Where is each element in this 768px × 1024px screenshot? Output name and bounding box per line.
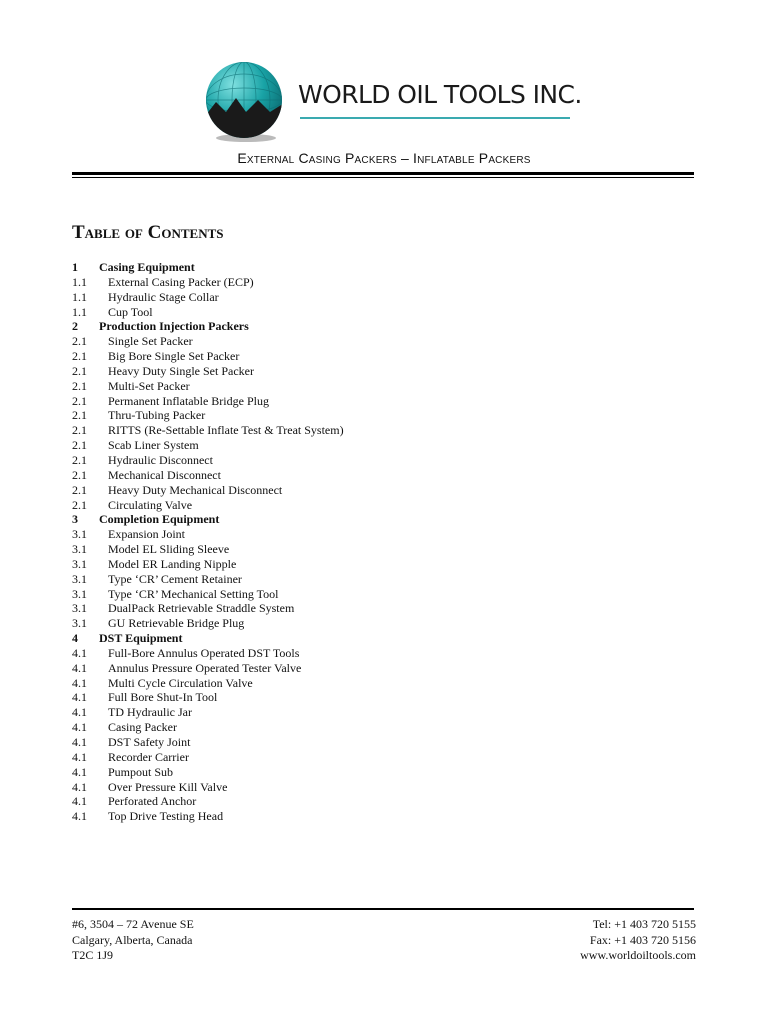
toc-label: DST Equipment xyxy=(99,631,183,646)
toc-label: Casing Packer xyxy=(108,720,177,735)
toc-label: GU Retrievable Bridge Plug xyxy=(108,616,245,631)
toc-item-row[interactable] xyxy=(72,601,672,616)
address-line-1: #6, 3504 – 72 Avenue SE xyxy=(72,917,194,931)
toc-item-row[interactable] xyxy=(72,750,672,765)
toc-label: TD Hydraulic Jar xyxy=(108,705,192,720)
toc-item-row[interactable] xyxy=(72,453,672,468)
toc-number: 4.1 xyxy=(72,764,87,779)
toc-number: 2.1 xyxy=(72,452,87,467)
toc-item-row[interactable] xyxy=(72,527,672,542)
toc-number: 3.1 xyxy=(72,571,87,586)
footer-rule xyxy=(72,908,694,910)
toc-item-row[interactable] xyxy=(72,735,672,750)
toc-label: Hydraulic Stage Collar xyxy=(108,289,219,304)
toc-number: 4.1 xyxy=(72,720,87,735)
toc-item-row[interactable] xyxy=(72,661,672,676)
toc-item-row[interactable] xyxy=(72,379,672,394)
toc-section-row[interactable] xyxy=(72,512,672,527)
toc-label: Pumpout Sub xyxy=(108,764,174,779)
toc-item-row[interactable] xyxy=(72,394,672,409)
toc-item-row[interactable] xyxy=(72,572,672,587)
toc-number: 2.1 xyxy=(72,363,87,378)
toc-item-row[interactable] xyxy=(72,646,672,661)
telephone: Tel: +1 403 720 5155 xyxy=(592,917,696,931)
address-line-2: Calgary, Alberta, Canada xyxy=(72,932,193,947)
toc-label: Full-Bore Annulus Operated DST Tools xyxy=(108,645,300,660)
toc-label: DualPack Retrievable Straddle System xyxy=(108,601,295,616)
toc-number: 4.1 xyxy=(72,779,87,794)
toc-item-row[interactable] xyxy=(72,408,672,423)
toc-number: 2 xyxy=(72,319,78,334)
toc-number: 4 xyxy=(72,631,78,646)
toc-heading: Table of Contents xyxy=(72,222,224,243)
fax: Fax: +1 403 720 5156 xyxy=(589,932,696,947)
toc-item-row[interactable] xyxy=(72,542,672,557)
toc-item-row[interactable] xyxy=(72,275,672,290)
toc-label: Top Drive Testing Head xyxy=(108,809,224,824)
document-title: External Casing Packers – Inflatable Packers xyxy=(237,150,531,166)
toc-label: Type ‘CR’ Mechanical Setting Tool xyxy=(108,586,279,601)
toc-item-row[interactable] xyxy=(72,305,672,320)
header-rule-thin xyxy=(72,177,694,178)
address-line-3: T2C 1J9 xyxy=(72,948,114,962)
toc-number: 4.1 xyxy=(72,794,87,809)
toc-number: 3.1 xyxy=(72,527,87,542)
toc-label: Cup Tool xyxy=(108,304,153,319)
toc-label: Full Bore Shut-In Tool xyxy=(108,690,218,705)
toc-number: 2.1 xyxy=(72,334,87,349)
toc-number: 4.1 xyxy=(72,749,87,764)
toc-label: Model EL Sliding Sleeve xyxy=(108,542,230,557)
toc-number: 2.1 xyxy=(72,393,87,408)
toc-label: Multi Cycle Circulation Valve xyxy=(108,675,253,690)
toc-number: 2.1 xyxy=(72,378,87,393)
toc-number: 3 xyxy=(72,512,78,527)
toc-number: 2.1 xyxy=(72,408,87,423)
toc-item-row[interactable] xyxy=(72,334,672,349)
toc-number: 4.1 xyxy=(72,675,87,690)
toc-section-row[interactable] xyxy=(72,260,672,275)
toc-item-row[interactable] xyxy=(72,690,672,705)
toc-label: Multi-Set Packer xyxy=(108,378,190,393)
toc-number: 4.1 xyxy=(72,690,87,705)
toc-number: 2.1 xyxy=(72,482,87,497)
toc-label: External Casing Packer (ECP) xyxy=(108,274,254,289)
toc-label: Recorder Carrier xyxy=(108,749,189,764)
toc-number: 1 xyxy=(72,260,78,274)
toc-label: Casing Equipment xyxy=(99,260,195,274)
toc-label: Annulus Pressure Operated Tester Valve xyxy=(108,660,302,675)
toc-label: Heavy Duty Single Set Packer xyxy=(108,363,254,378)
toc-number: 2.1 xyxy=(72,467,87,482)
toc-label: Type ‘CR’ Cement Retainer xyxy=(108,571,242,586)
toc-number: 4.1 xyxy=(72,735,87,749)
toc-number: 2.1 xyxy=(72,438,87,453)
toc-number: 2.1 xyxy=(72,497,87,512)
toc-number: 3.1 xyxy=(72,542,87,557)
toc-label: Thru-Tubing Packer xyxy=(108,408,206,423)
toc-number: 4.1 xyxy=(72,645,87,660)
toc-item-row[interactable] xyxy=(72,349,672,364)
website-link[interactable]: www.worldoiltools.com xyxy=(580,948,696,962)
company-name: WORLD OIL TOOLS INC. xyxy=(298,80,582,109)
toc-label: Perforated Anchor xyxy=(108,794,197,809)
toc-number: 2.1 xyxy=(72,423,87,438)
toc-number: 3.1 xyxy=(72,556,87,571)
toc-item-row[interactable] xyxy=(72,438,672,453)
toc-number: 3.1 xyxy=(72,616,87,631)
toc-item-row[interactable] xyxy=(72,290,672,305)
toc-item-row[interactable] xyxy=(72,423,672,438)
toc-label: Heavy Duty Mechanical Disconnect xyxy=(108,482,283,497)
toc-item-row[interactable] xyxy=(72,587,672,602)
toc-label: Big Bore Single Set Packer xyxy=(108,349,240,364)
logo-underline xyxy=(300,117,570,119)
footer-address xyxy=(72,917,194,964)
toc-item-row[interactable] xyxy=(72,794,672,809)
toc-label: Completion Equipment xyxy=(99,512,220,527)
toc-number: 2.1 xyxy=(72,349,87,364)
globe-mountain-icon xyxy=(202,58,286,142)
header-rule-thick xyxy=(72,172,694,175)
toc-number: 1.1 xyxy=(72,274,87,289)
footer-contact xyxy=(580,917,696,964)
toc-number: 1.1 xyxy=(72,289,87,304)
toc-label: RITTS (Re-Settable Inflate Test & Treat System) xyxy=(108,423,344,438)
toc-item-row[interactable] xyxy=(72,765,672,780)
toc-item-row[interactable] xyxy=(72,705,672,720)
toc-label: DST Safety Joint xyxy=(108,735,191,749)
toc-item-row[interactable] xyxy=(72,364,672,379)
toc-number: 4.1 xyxy=(72,660,87,675)
toc-item-row[interactable] xyxy=(72,483,672,498)
toc-label: Circulating Valve xyxy=(108,497,193,512)
toc-number: 1.1 xyxy=(72,304,87,319)
toc-number: 4.1 xyxy=(72,705,87,720)
toc-item-row[interactable] xyxy=(72,498,672,513)
toc-number: 4.1 xyxy=(72,809,87,824)
toc-item-row[interactable] xyxy=(72,468,672,483)
toc-item-row[interactable] xyxy=(72,809,672,824)
toc-item-row[interactable] xyxy=(72,616,672,631)
toc-label: Hydraulic Disconnect xyxy=(108,452,213,467)
table-of-contents xyxy=(72,260,672,824)
toc-item-row[interactable] xyxy=(72,557,672,572)
toc-label: Single Set Packer xyxy=(108,334,193,349)
toc-label: Production Injection Packers xyxy=(99,319,249,334)
toc-label: Over Pressure Kill Valve xyxy=(108,779,228,794)
toc-item-row[interactable] xyxy=(72,676,672,691)
toc-label: Mechanical Disconnect xyxy=(108,467,221,482)
toc-section-row[interactable] xyxy=(72,631,672,646)
toc-item-row[interactable] xyxy=(72,720,672,735)
toc-label: Scab Liner System xyxy=(108,438,199,453)
toc-number: 3.1 xyxy=(72,586,87,601)
toc-label: Permanent Inflatable Bridge Plug xyxy=(108,393,269,408)
toc-number: 3.1 xyxy=(72,601,87,616)
toc-label: Expansion Joint xyxy=(108,527,185,542)
toc-label: Model ER Landing Nipple xyxy=(108,556,237,571)
toc-item-row[interactable] xyxy=(72,780,672,795)
toc-section-row[interactable] xyxy=(72,319,672,334)
company-logo xyxy=(202,58,582,142)
